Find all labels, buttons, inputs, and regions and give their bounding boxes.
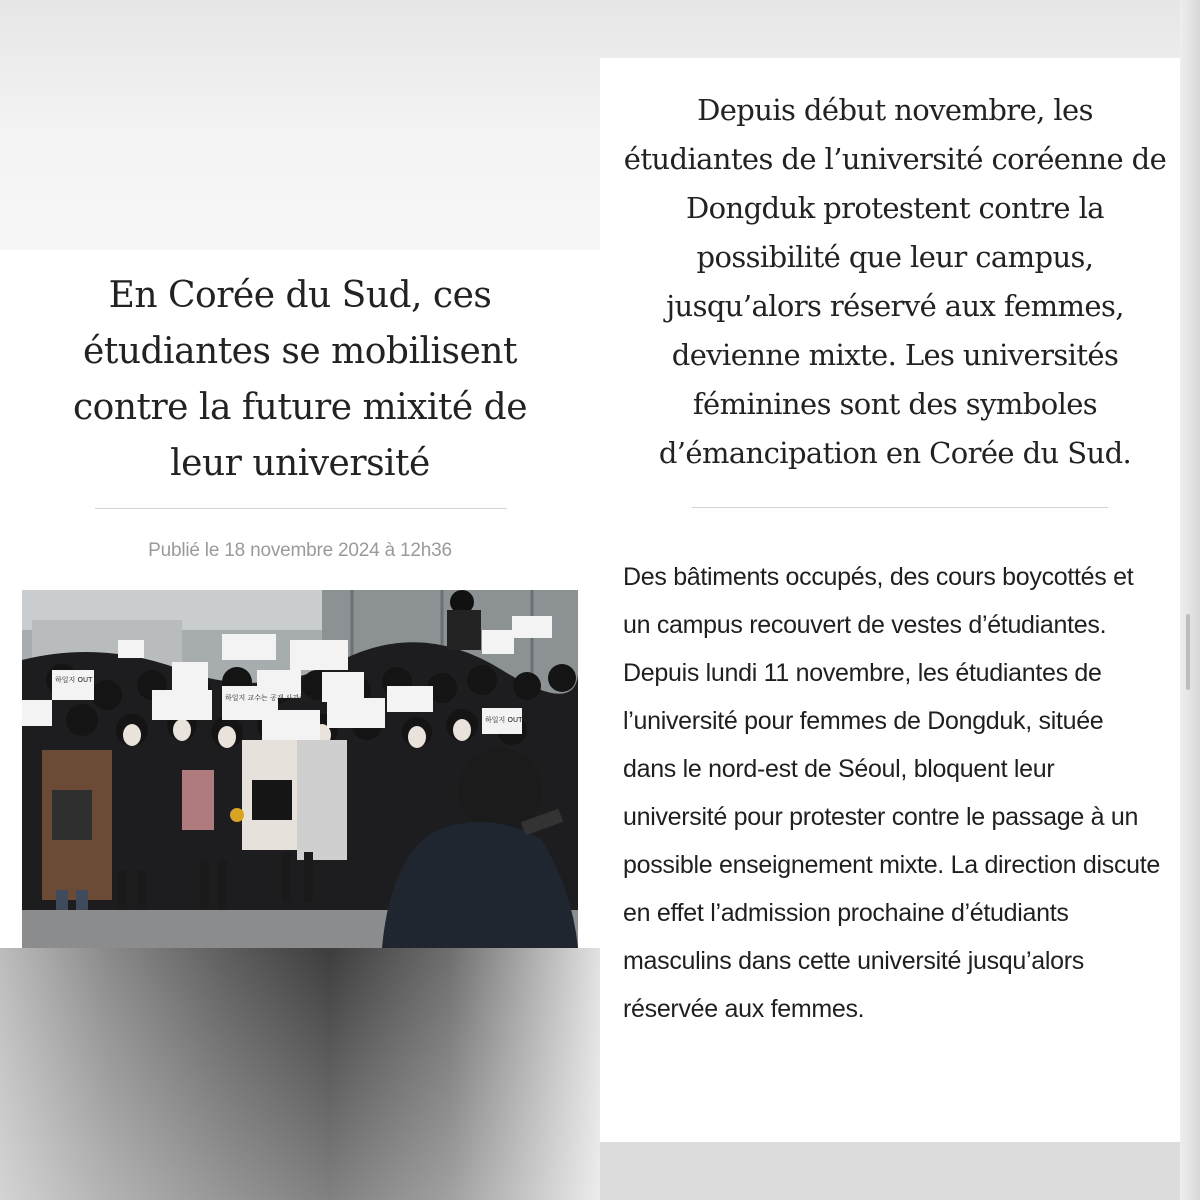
divider xyxy=(95,508,507,509)
article-header-card xyxy=(0,250,600,948)
publication-date: Publié le 18 novembre 2024 à 12h36 xyxy=(148,540,452,561)
article-body-card xyxy=(600,58,1180,1142)
background-bottom-left xyxy=(0,948,600,1200)
background-right-edge xyxy=(1180,0,1200,1200)
divider xyxy=(692,507,1108,508)
article-lead: Depuis début novembre, les étudiantes de l’université coréenne de Dongduk protestent contre la possibilité que leur campus, jusqu’alors réservé aux femmes, devienne mixte. Les universités féminines sont des symboles d’émancipation en Corée du Sud. xyxy=(623,93,1167,470)
sign-text: 하일지 교수는 공개 사과하라 xyxy=(225,694,313,702)
article-headline: En Corée du Sud, ces étudiantes se mobilisent contre la future mixité de leur université xyxy=(72,275,527,484)
scrollbar-thumb[interactable] xyxy=(1186,614,1190,690)
sign-text: 하일지 OUT xyxy=(485,716,523,724)
article-photo xyxy=(22,590,578,948)
article-body: Des bâtiments occupés, des cours boycottés et un campus recouvert de vestes d’étudiantes. Depuis lundi 11 novembre, les étudiantes de l’université pour femmes de Dongduk, située dans le nord-est de Séoul, bloquent leur université pour protester contre le passage à un possible enseignement mixte. La direction discute en effet l’admission prochaine d’étudiants masculins dans cette université jusqu’alors réservée aux femmes. xyxy=(623,563,1160,1023)
sign-text: 하일지 OUT xyxy=(55,676,93,684)
